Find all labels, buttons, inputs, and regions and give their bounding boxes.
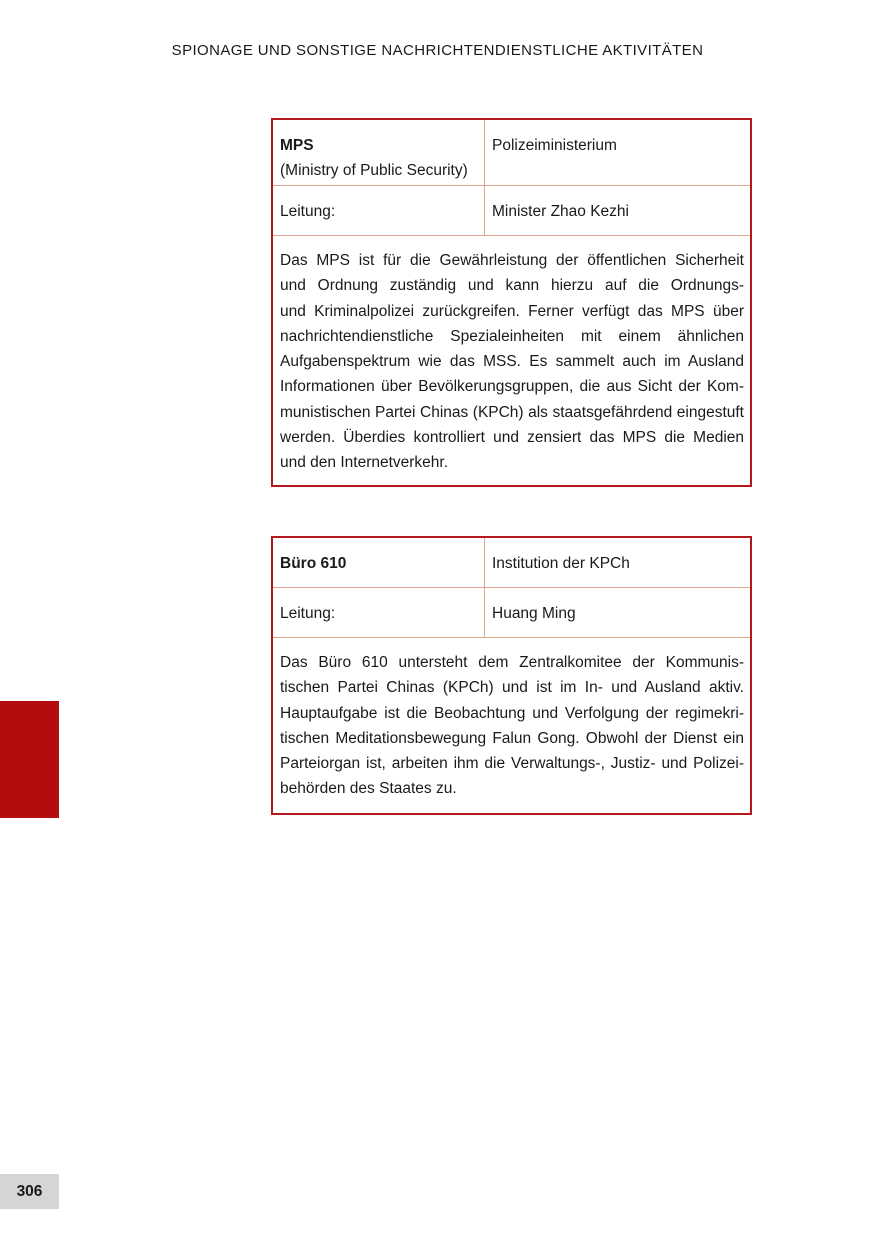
leadership-label: Leitung:	[273, 588, 485, 637]
leadership-label: Leitung:	[273, 186, 485, 235]
agency-name-cell	[273, 120, 485, 185]
agency-name-cell	[273, 538, 485, 587]
agency-name: MPS	[280, 137, 314, 154]
description-line: Informationen über Bevölkerungsgruppen, die aus Sicht der Kom-	[280, 378, 744, 396]
description-line: Aufgabenspektrum wie das MSS. Es sammelt auch im Ausland	[280, 353, 744, 371]
title-row	[273, 538, 750, 588]
description-line: Parteiorgan ist, arbeiten ihm die Verwaltungs-, Justiz- und Polizei-	[280, 755, 744, 773]
info-box-mps	[271, 118, 752, 487]
agency-subtitle: (Ministry of Public Security)	[280, 162, 468, 179]
description-line: Das Büro 610 untersteht dem Zentralkomitee der Kommunis-	[280, 654, 744, 671]
leadership-row	[273, 588, 750, 638]
description-line: nachrichtendienstliche Spezialeinheiten mit einem ähnlichen	[280, 327, 744, 345]
chapter-side-tab	[0, 701, 59, 818]
running-header: SPIONAGE UND SONSTIGE NACHRICHTENDIENSTLICHE AKTIVITÄTEN	[171, 42, 704, 59]
agency-type: Institution der KPCh	[492, 555, 630, 572]
page-number: 306	[0, 1174, 59, 1209]
leadership-value: Huang Ming	[492, 605, 576, 622]
description-line: munistischen Partei Chinas (KPCh) als staatsgefährdend eingestuft	[280, 403, 744, 421]
description-line: und Ordnung zuständig und kann hierzu auf die Ordnungs-	[280, 277, 744, 295]
description-line: und Kriminalpolizei zurückgreifen. Ferner verfügt das MPS über	[280, 302, 744, 320]
title-row	[273, 120, 750, 186]
description-line: und den Internetverkehr.	[280, 454, 449, 472]
description-line: tischen Meditationsbewegung Falun Gong. Obwohl der Dienst ein	[280, 729, 744, 747]
description-line: behörden des Staates zu.	[280, 780, 457, 798]
description-line: tischen Partei Chinas (KPCh) und ist im In- und Ausland aktiv.	[280, 679, 744, 697]
description-line: Hauptaufgabe ist die Beobachtung und Verfolgung der regimekri-	[280, 704, 744, 722]
agency-name: Büro 610	[280, 555, 347, 572]
agency-description	[273, 638, 750, 802]
description-line: werden. Überdies kontrolliert und zensiert das MPS die Medien	[280, 429, 744, 447]
leadership-value: Minister Zhao Kezhi	[492, 203, 629, 220]
leadership-row	[273, 186, 750, 236]
agency-description	[273, 236, 750, 476]
agency-type: Polizeiministerium	[492, 137, 617, 154]
info-box-buero-610	[271, 536, 752, 815]
description-line: Das MPS ist für die Gewährleistung der öffentlichen Sicherheit	[280, 252, 744, 269]
